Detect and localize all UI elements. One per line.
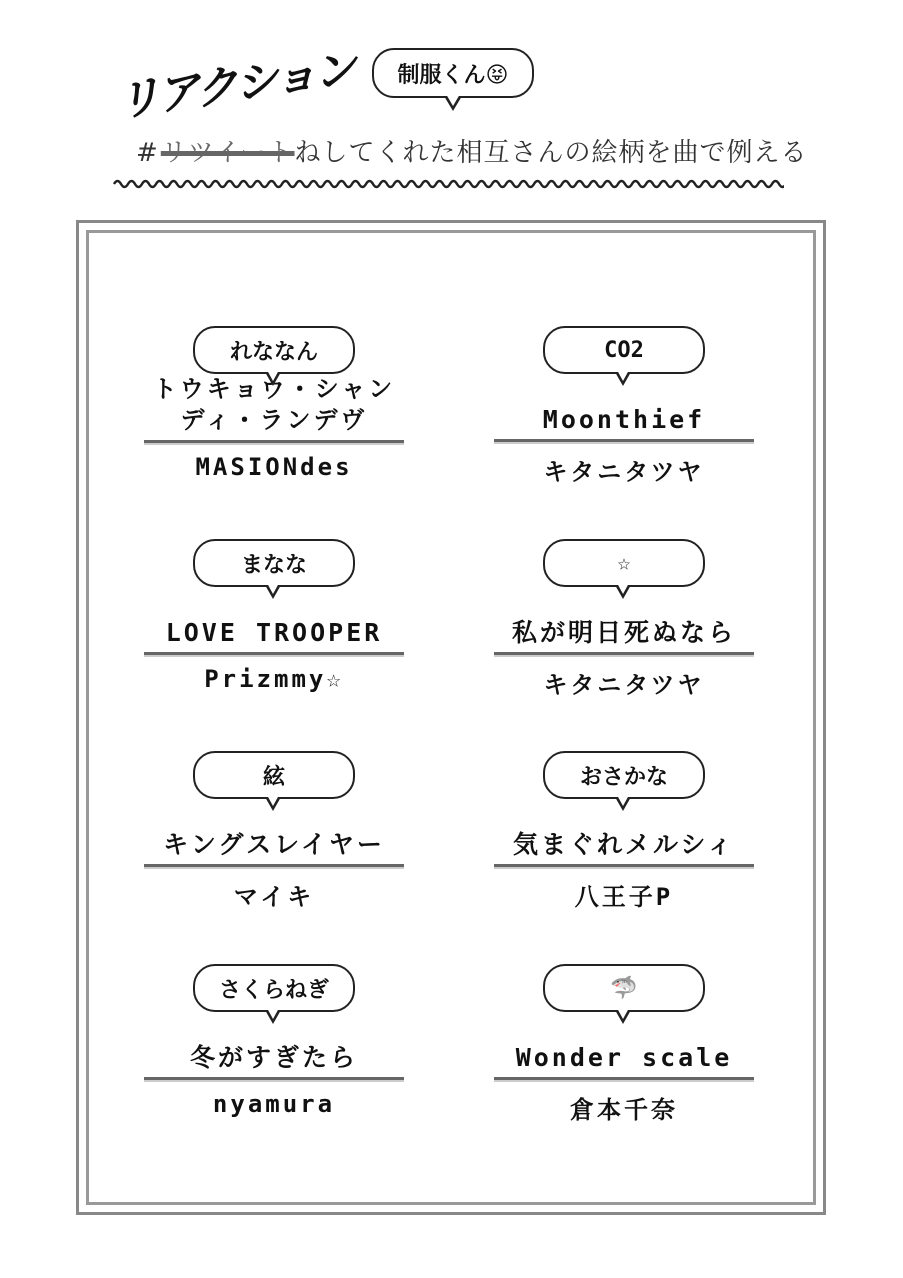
artist-name: 八王子P: [574, 883, 674, 911]
name-bubble: [543, 751, 705, 799]
song-title: LOVE TROOPER: [165, 618, 383, 647]
artist-name: キタニタツヤ: [543, 671, 705, 699]
entry-card: [144, 326, 404, 481]
name-label: さくらねぎ: [218, 977, 329, 1003]
bubble-tail: [265, 372, 281, 386]
bubble-tail: [615, 585, 631, 599]
name-label: まなな: [240, 552, 307, 578]
name-label: CO2: [604, 337, 644, 363]
artist-name: キタニタツヤ: [543, 458, 705, 486]
wavy-divider: [112, 176, 784, 192]
divider-line: [494, 864, 754, 869]
name-bubble: [193, 326, 355, 374]
artist-name: nyamura: [212, 1090, 336, 1118]
entry-card: [144, 751, 404, 912]
reaction-title: リアクション: [113, 43, 357, 128]
name-label: れななん: [229, 339, 318, 365]
divider-line: [494, 1077, 754, 1082]
name-bubble: [543, 539, 705, 587]
name-label: 🦈: [610, 975, 638, 1001]
song-title: Wonder scale: [515, 1043, 733, 1072]
name-bubble: [543, 964, 705, 1012]
name-bubble: [193, 539, 355, 587]
artist-name: Prizmmy☆: [204, 665, 344, 693]
song-title: トウキョウ・シャン ディ・ランデヴ: [152, 375, 396, 434]
artist-name: 倉本千奈: [570, 1096, 678, 1124]
artist-name: MASIONdes: [195, 453, 353, 481]
name-bubble: [193, 751, 355, 799]
bubble-tail: [444, 96, 462, 111]
bubble-tail: [615, 1010, 631, 1024]
song-title: 冬がすぎたら: [189, 1043, 358, 1072]
bubble-tail: [265, 797, 281, 811]
entry-card: [144, 964, 404, 1118]
bubble-tail: [615, 797, 631, 811]
song-title: 私が明日死ぬなら: [511, 618, 736, 647]
artist-name: マイキ: [233, 883, 315, 911]
entry-card: [494, 539, 754, 700]
bubble-tail: [265, 1010, 281, 1024]
divider-line: [494, 652, 754, 657]
song-title: Moonthief: [542, 405, 706, 434]
header-name-bubble: [372, 48, 534, 98]
entry-card: [494, 964, 754, 1125]
bubble-tail: [265, 585, 281, 599]
divider-line: [144, 440, 404, 445]
song-title: 気まぐれメルシィ: [513, 830, 735, 859]
divider-line: [144, 652, 404, 657]
divider-line: [144, 864, 404, 869]
subtitle-struck: リツイート: [160, 138, 295, 168]
entry-card: [494, 326, 754, 487]
name-bubble: [543, 326, 705, 374]
name-label: 絃: [262, 764, 285, 790]
name-label: おさかな: [579, 764, 668, 790]
name-label: ☆: [617, 550, 631, 576]
song-title: キングスレイヤー: [163, 830, 385, 859]
subtitle-hash: #: [136, 138, 159, 168]
divider-line: [494, 439, 754, 444]
bubble-tail: [615, 372, 631, 386]
header-bubble-label: 制服くん😝: [397, 62, 509, 88]
divider-line: [144, 1077, 404, 1082]
subtitle: [136, 132, 808, 169]
name-bubble: [193, 964, 355, 1012]
subtitle-text: ねしてくれた相互さんの絵柄を曲で例える: [294, 138, 808, 168]
entry-card: [494, 751, 754, 912]
entry-card: [144, 539, 404, 693]
